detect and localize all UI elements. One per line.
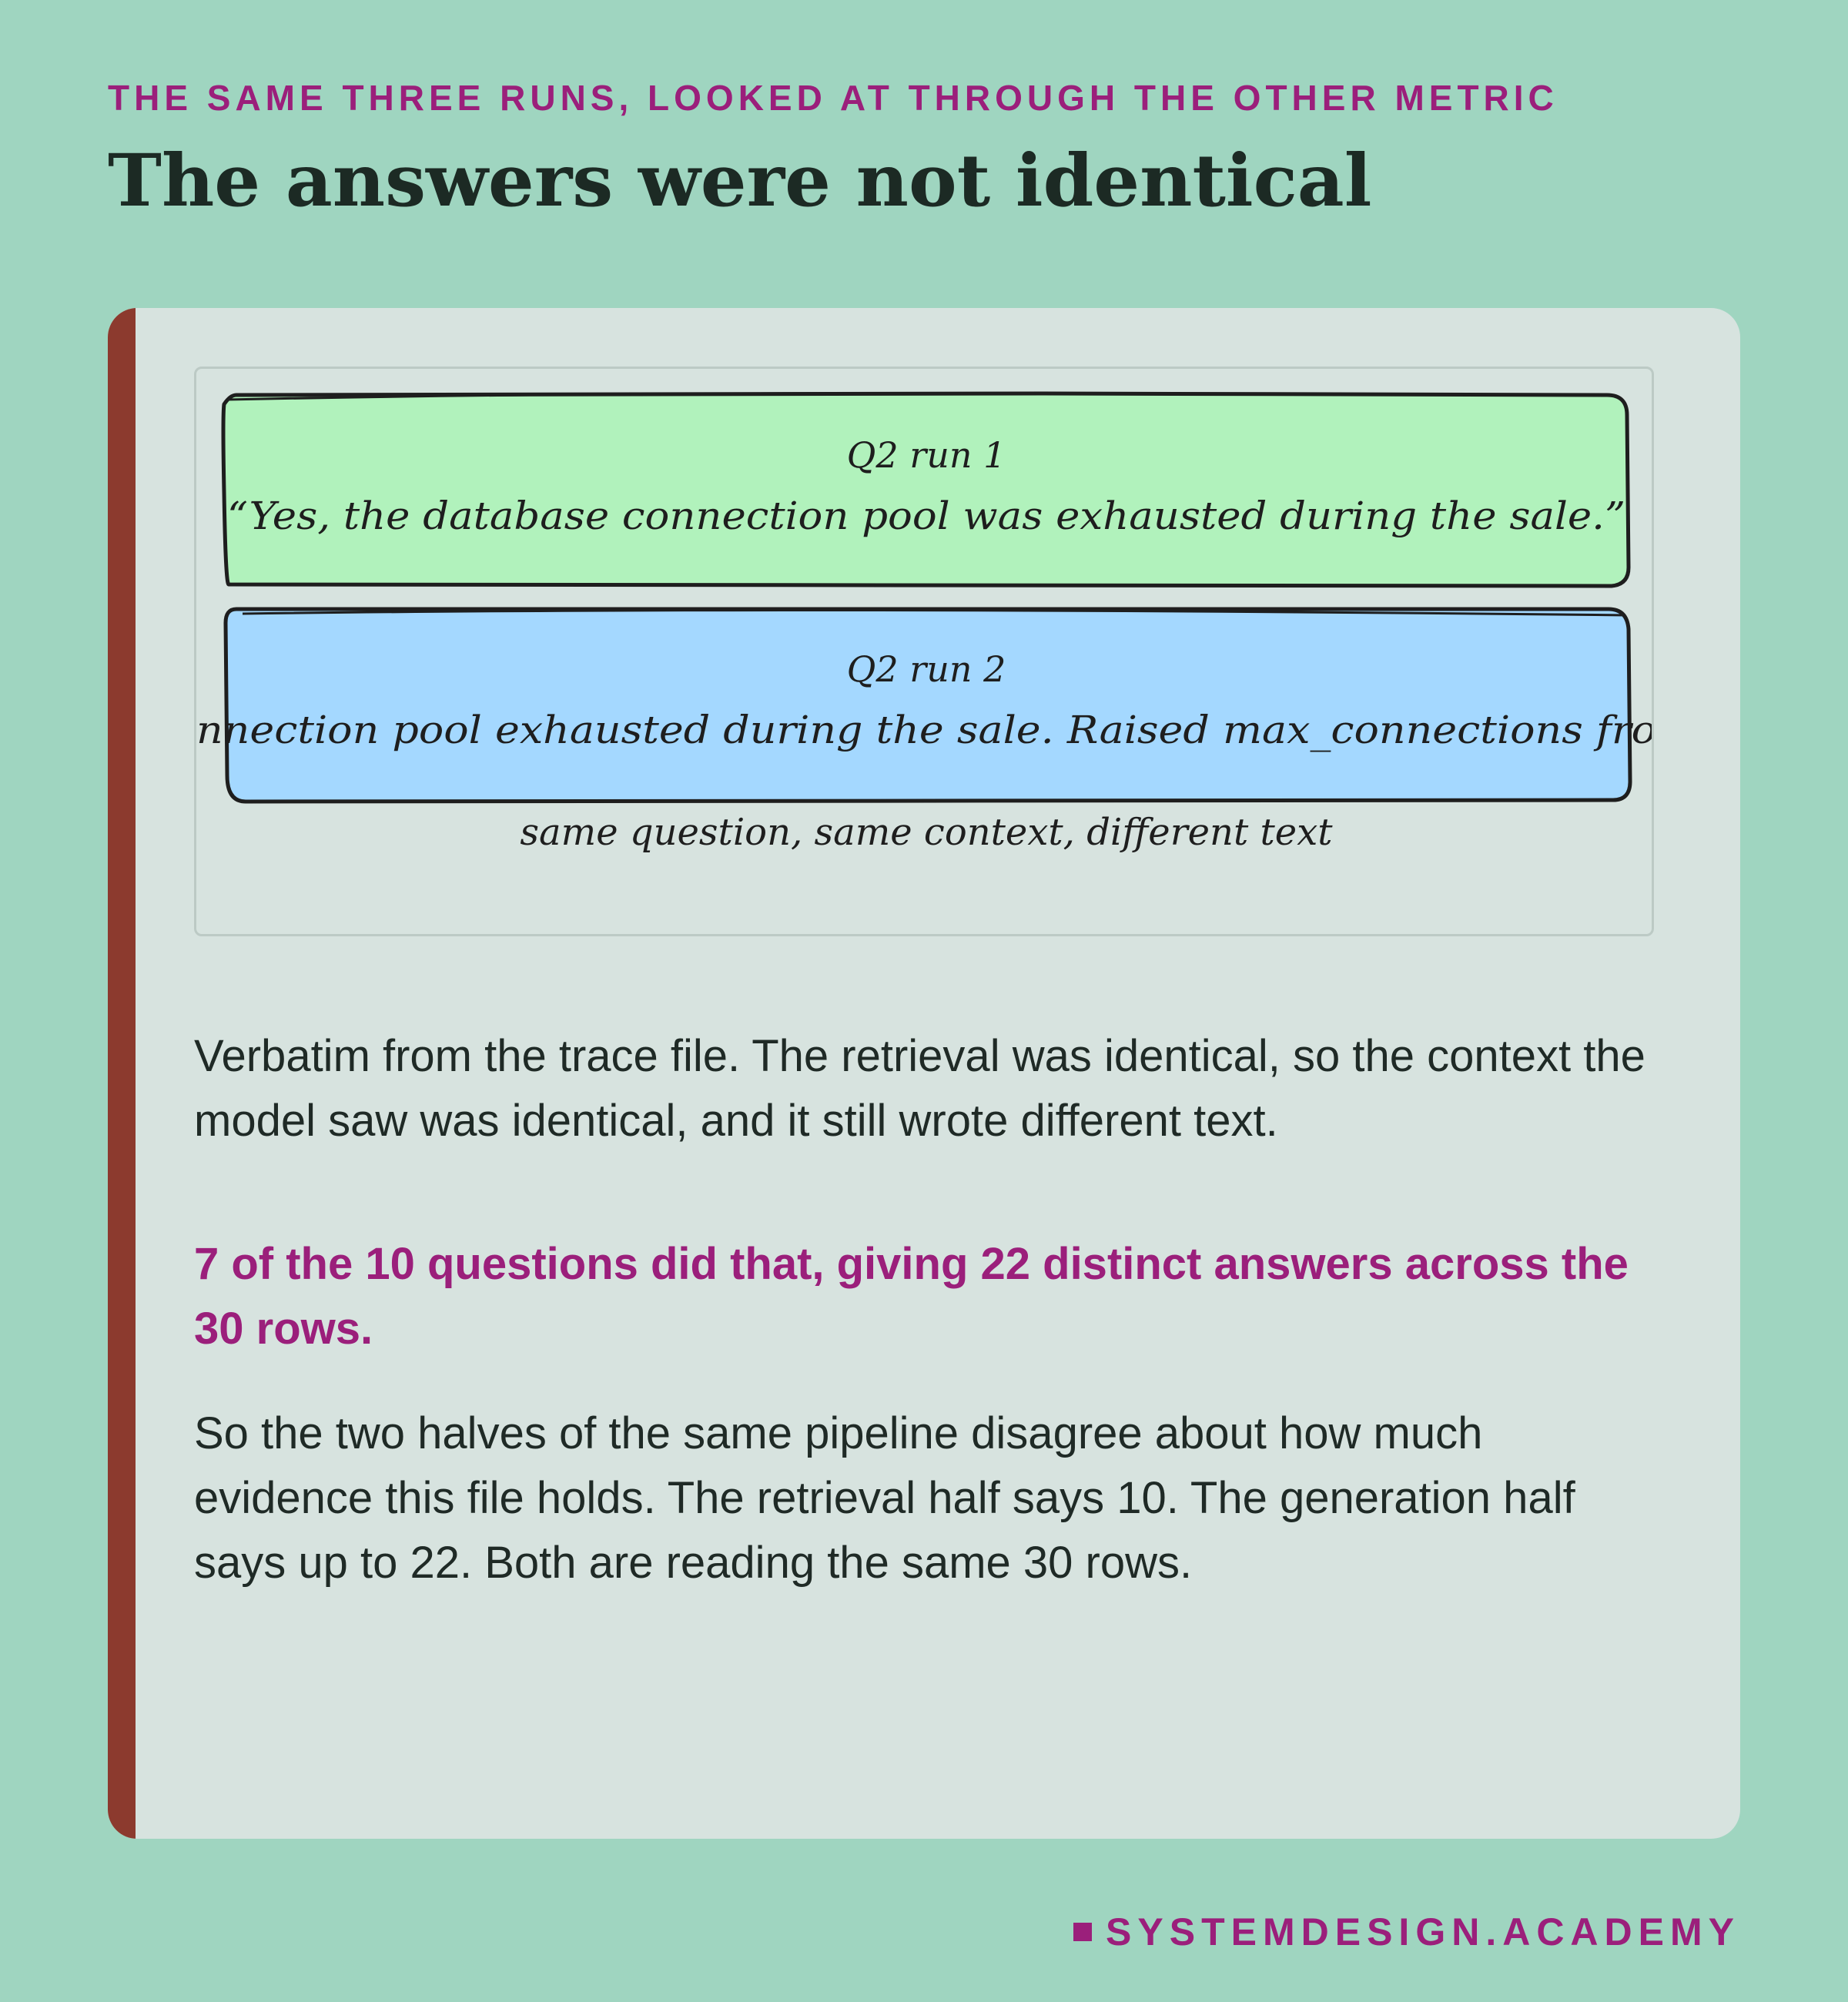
- run1-quote: “Yes, the database connection pool was exhausted during the sale.”: [227, 494, 1625, 538]
- brand-square-icon: [1073, 1923, 1092, 1941]
- body-paragraph-1: Verbatim from the trace file. The retrieval was identical, so the context the model saw was identical, and it still wrote different text.: [194, 1031, 1645, 1146]
- run1-label: Q2 run 1: [846, 434, 1006, 476]
- body-paragraph-2: So the two halves of the same pipeline disagree about how much evidence this file holds. The retrieval half says 10. The generation half says up to 22. Both are reading the same 30 rows.: [194, 1408, 1575, 1588]
- page-title: The answers were not identical: [108, 139, 1372, 223]
- diagram-svg: [196, 369, 1654, 936]
- run2-box: [196, 609, 1654, 802]
- brand-name: SYSTEMDESIGN.ACADEMY: [1106, 1910, 1740, 1953]
- run2-quote: nnection pool exhausted during the sale. Raised max_connections fro: [196, 708, 1656, 752]
- run2-label: Q2 run 2: [846, 648, 1006, 690]
- run1-box: [223, 393, 1629, 586]
- footer-brand: [1073, 1910, 1740, 1954]
- run2-box-shape: [226, 609, 1630, 802]
- card-accent-stripe: [108, 308, 136, 1839]
- highlight-statement: 7 of the 10 questions did that, giving 22 distinct answers across the 30 rows.: [194, 1239, 1629, 1354]
- content-card: [108, 308, 1740, 1839]
- figure-caption: same question, same context, different text: [520, 811, 1333, 854]
- eyebrow-heading: THE SAME THREE RUNS, LOOKED AT THROUGH THE OTHER METRIC: [108, 78, 1558, 118]
- run1-box-shape: [223, 393, 1629, 586]
- diagram-figure: [194, 367, 1654, 936]
